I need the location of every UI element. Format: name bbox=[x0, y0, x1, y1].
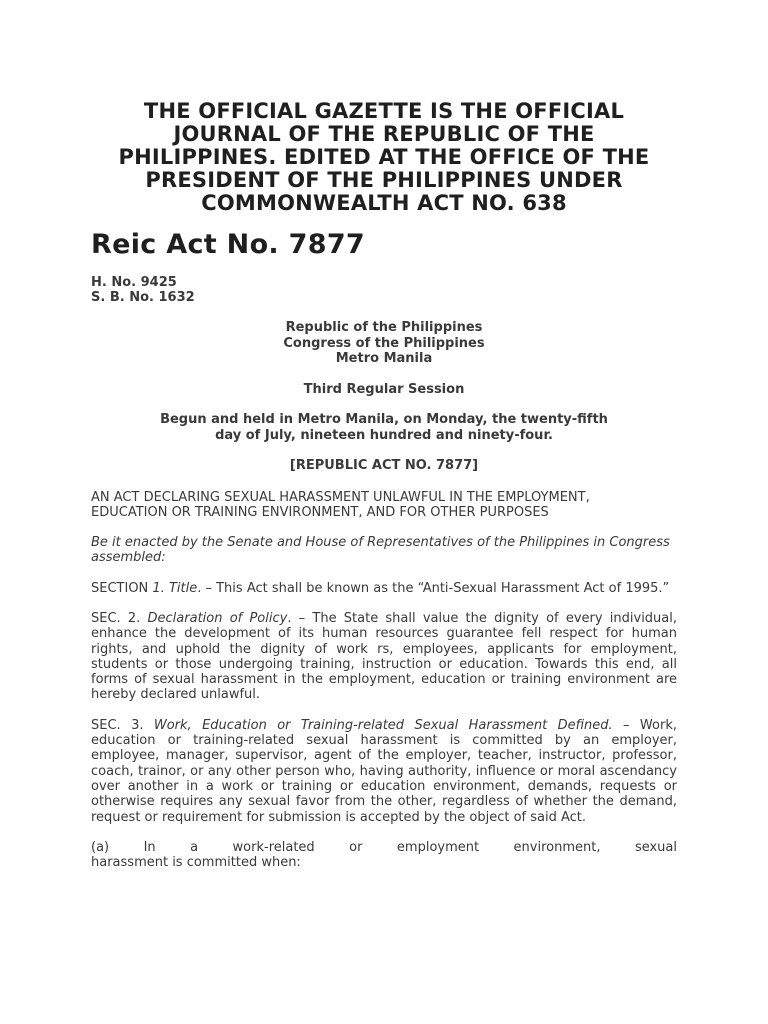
republic-line: Republic of the Philippines bbox=[285, 320, 483, 335]
begun-statement bbox=[91, 412, 677, 443]
masthead-line: PHILIPPINES. EDITED AT THE OFFICE OF THE bbox=[118, 145, 650, 169]
republic-act-number: [REPUBLIC ACT NO. 7877] bbox=[289, 458, 479, 473]
act-description-line-2: EDUCATION OR TRAINING ENVIRONMENT, AND FOR OTHER PURPOSES bbox=[91, 504, 549, 520]
act-title: Reic Act No. 7877 bbox=[91, 229, 366, 260]
act-description-line-1: AN ACT DECLARING SEXUAL HARASSMENT UNLAWFUL IN THE EMPLOYMENT, bbox=[91, 489, 590, 505]
section-2-prefix: SEC. 2. bbox=[91, 610, 148, 626]
section-1-body: . – This Act shall be known as the “Anti-Sexual Harassment Act of 1995.” bbox=[197, 580, 670, 596]
congress-heading bbox=[91, 320, 677, 367]
act-description bbox=[91, 490, 677, 521]
clause-a-line-1: (a) In a work-related or employment environment, sexual bbox=[91, 839, 677, 855]
senate-bill-number: S. B. No. 1632 bbox=[91, 290, 195, 305]
section-1-title: 1. Title bbox=[152, 580, 198, 596]
masthead-line: THE OFFICIAL GAZETTE IS THE OFFICIAL bbox=[143, 99, 625, 123]
begun-line-2: day of July, nineteen hundred and ninety-four. bbox=[215, 427, 553, 443]
section-3-prefix: SEC. 3. bbox=[91, 717, 154, 733]
location-line: Metro Manila bbox=[335, 351, 433, 366]
begun-line-1: Begun and held in Metro Manila, on Monday, the twenty-fifth bbox=[160, 412, 608, 427]
section-1-prefix: SECTION bbox=[91, 580, 153, 596]
masthead-line: COMMONWEALTH ACT NO. 638 bbox=[201, 191, 567, 215]
enacting-clause: Be it enacted by the Senate and House of Representatives of the Philippines in Congress assembled: bbox=[91, 535, 670, 566]
section-3-body: – Work, education or training-related sexual harassment is committed by an employer, employee, manager, supervisor, agent of the employer, teacher, instructor, professor, coach, trainor, or any other person who, having authority, influence or moral ascendancy over another in a work or training or education environment, demands, requests or otherwise requires any sexual favor from the other, regardless of whether the demand, request or requirement for submission is accepted by the object of said Act. bbox=[91, 717, 677, 825]
section-2 bbox=[91, 611, 677, 703]
section-1 bbox=[91, 581, 677, 596]
gazette-masthead bbox=[71, 100, 697, 215]
masthead-line: JOURNAL OF THE REPUBLIC OF THE bbox=[173, 122, 595, 146]
document-page bbox=[91, 100, 677, 870]
section-3-title: Work, Education or Training-related Sexual Harassment Defined. bbox=[153, 717, 613, 733]
section-2-body: . – The State shall value the dignity of every individual, enhance the development of its human resources guarantee fell respect for human rights, and uphold the dignity of work rs, employees, applicants for employment, students or those undergoing training, instruction or education. Towards this end, all forms of sexual harassment in the employment, education or training environment are hereby declared unlawful. bbox=[91, 610, 678, 703]
bill-numbers bbox=[91, 275, 677, 305]
house-bill-number: H. No. 9425 bbox=[91, 275, 177, 290]
section-3 bbox=[91, 718, 677, 825]
section-2-title: Declaration of Policy bbox=[147, 610, 288, 626]
masthead-line: PRESIDENT OF THE PHILIPPINES UNDER bbox=[145, 168, 623, 192]
section-3-clause-a bbox=[91, 840, 677, 871]
session-line: Third Regular Session bbox=[303, 381, 465, 397]
congress-line: Congress of the Philippines bbox=[283, 335, 485, 351]
clause-a-line-2: harassment is committed when: bbox=[91, 855, 301, 871]
